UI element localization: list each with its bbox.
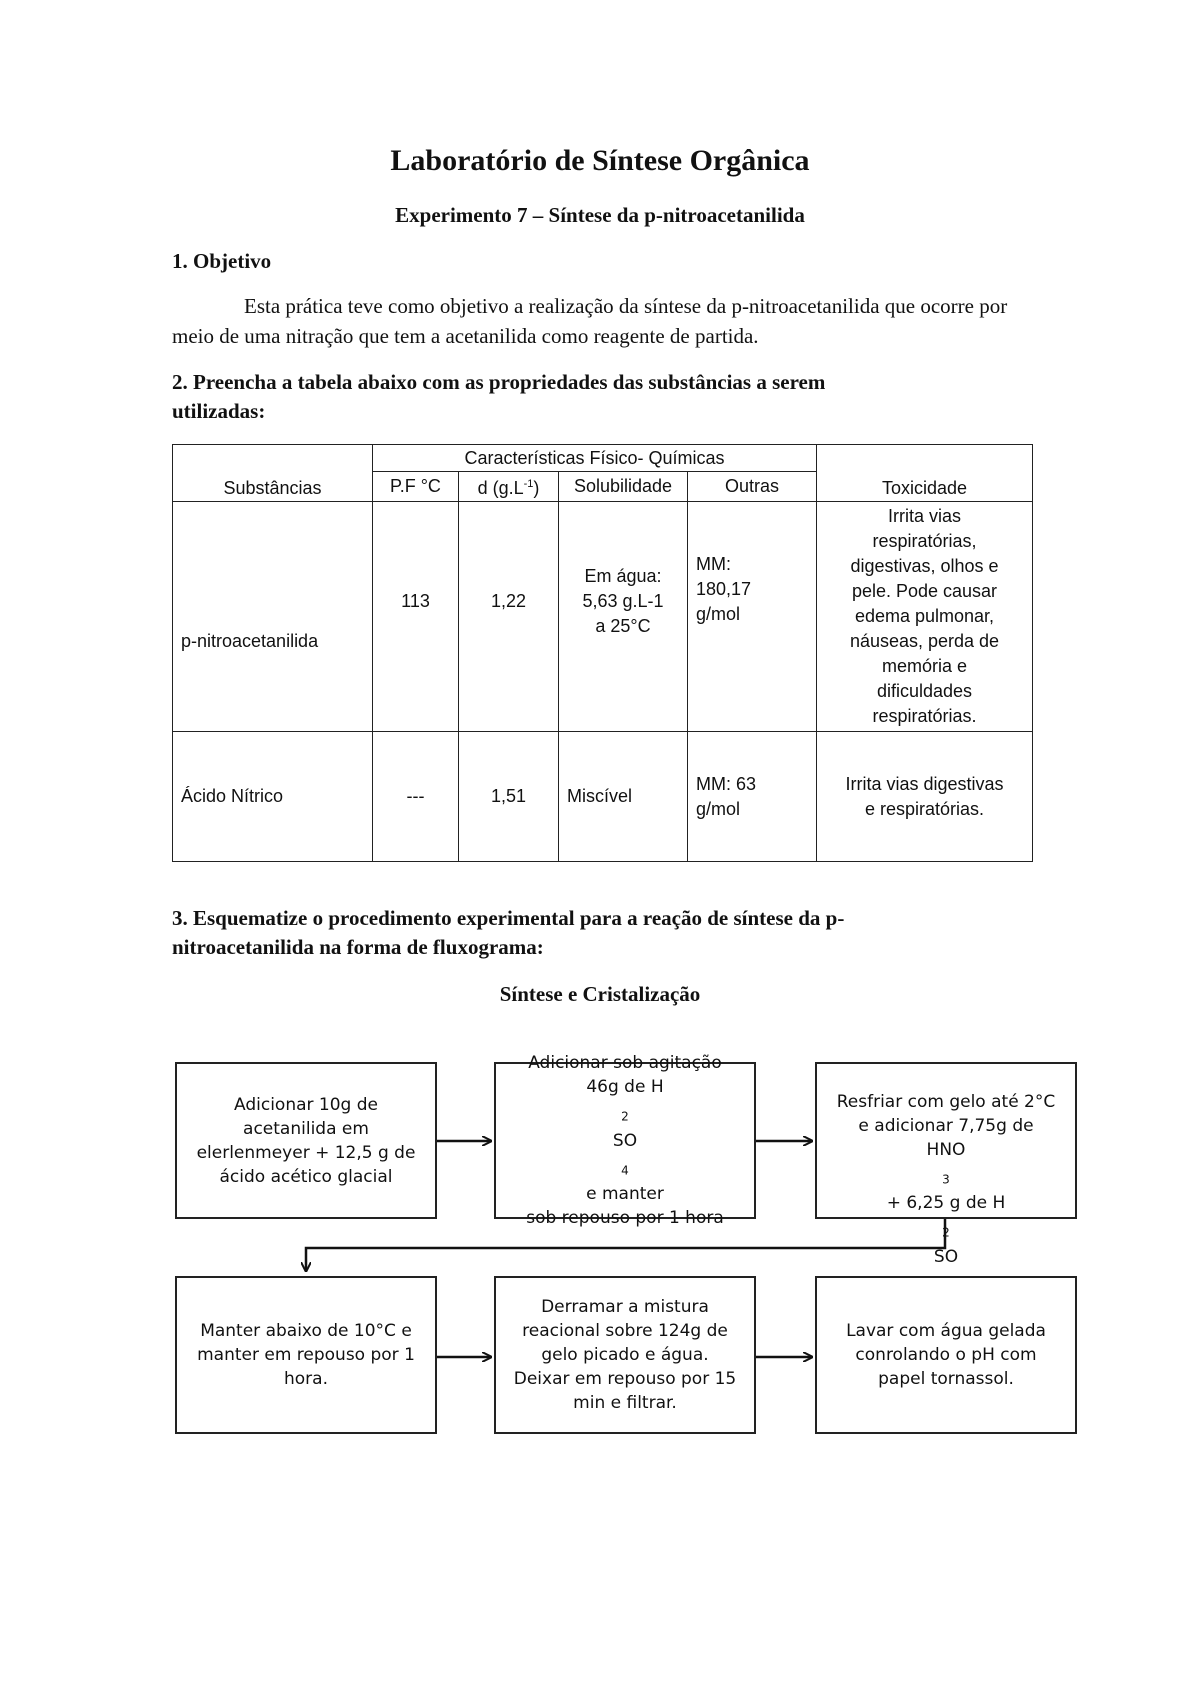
objective-paragraph: Esta prática teve como objetivo a realização da síntese da p-nitroacetanilida que ocorre por meio de uma nitração que tem a acetanilida como reagente de partida. xyxy=(172,294,1008,348)
section-2-heading-line1: 2. Preencha a tabela abaixo com as propriedades das substâncias a serem xyxy=(172,370,826,394)
cell-density: 1,51 xyxy=(459,732,559,862)
cell-toxicity: Irrita vias respiratórias, digestivas, olhos e pele. Pode causar edema pulmonar, náuseas, perda de memória e dificuldades respiratórias. xyxy=(817,502,1033,732)
flow-step-2: Adicionar sob agitação 46g de H $_2$ SO $_4$ e manter sob repouso por 1 hora xyxy=(494,1062,756,1219)
flow-step-1: Adicionar 10g de acetanilida em elerlenmeyer + 12,5 g de ácido acético glacial xyxy=(175,1062,437,1219)
header-density: d $(g.L^{-1})$ xyxy=(459,472,559,502)
header-toxicidade: Toxicidade xyxy=(817,445,1033,502)
header-outras: Outras xyxy=(688,472,817,502)
section-2-heading-line2: utilizadas: xyxy=(172,399,266,423)
cell-toxicity: Irrita vias digestivas e respiratórias. xyxy=(817,732,1033,862)
header-physicochemical: Características Físico- Químicas xyxy=(373,445,817,472)
flow-step-4: Manter abaixo de 10°C e manter em repouso por 1 hora. xyxy=(175,1276,437,1434)
cell-solubility: Em água: 5,63 g.L-1 a 25°C xyxy=(559,502,688,732)
flow-step-5: Derramar a mistura reacional sobre 124g de gelo picado e água. Deixar em repouso por 15 min e filtrar. xyxy=(494,1276,756,1434)
cell-outras: MM: 63 g/mol xyxy=(688,732,817,862)
section-3-heading-line1: 3. Esquematize o procedimento experimental para a reação de síntese da p- xyxy=(172,906,845,930)
header-substancias: Substâncias xyxy=(173,445,373,502)
cell-substance-name: p-nitroacetanilida xyxy=(173,502,373,732)
cell-substance-name: Ácido Nítrico xyxy=(173,732,373,862)
flow-step-3: Resfriar com gelo até 2°C e adicionar 7,75g de HNO $_3$ + 6,25 g de H $_2$ SO xyxy=(815,1062,1077,1219)
flow-step-6: Lavar com água gelada conrolando o pH com papel tornassol. xyxy=(815,1276,1077,1434)
cell-pf: 113 xyxy=(373,502,459,732)
header-pf: P.F °C xyxy=(373,472,459,502)
section-1-heading: 1. Objetivo xyxy=(172,249,272,273)
cell-density: 1,22 xyxy=(459,502,559,732)
header-solubilidade: Solubilidade xyxy=(559,472,688,502)
experiment-subtitle: Experimento 7 – Síntese da p-nitroacetanilida xyxy=(395,203,805,227)
section-3-heading-line2: nitroacetanilida na forma de fluxograma: xyxy=(172,935,544,959)
cell-outras: MM: 180,17 g/mol xyxy=(688,502,817,732)
flowchart-title: Síntese e Cristalização xyxy=(499,982,701,1006)
cell-solubility: Miscível xyxy=(559,732,688,862)
cell-pf: --- xyxy=(373,732,459,862)
document-title: Laboratório de Síntese Orgânica xyxy=(390,144,810,177)
